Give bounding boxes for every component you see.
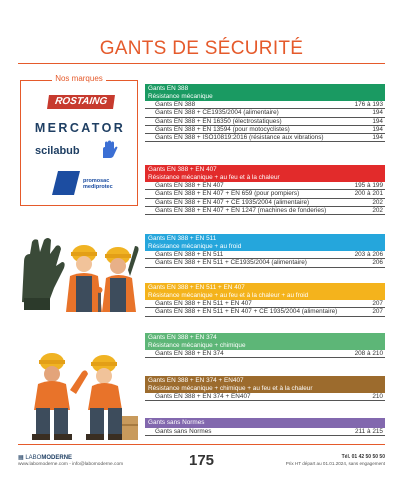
workers-gloves-illustration [18, 232, 140, 312]
footer-logo: ▦ LABOMODERNE [18, 455, 73, 461]
section-header: Gants sans Normes [145, 418, 385, 428]
section-en388-en407 [145, 165, 385, 215]
footer-rule [18, 444, 385, 445]
promosac-logo-mark [52, 171, 80, 195]
table-row: Gants EN 388 + ISO10819:2016 (résistance aux vibrations) 194 [145, 134, 385, 142]
promosac-logo-text: promosac [83, 178, 110, 184]
page-number: 175 [188, 452, 215, 469]
scilabub-logo: scilabub [35, 145, 80, 157]
footer-phone: Tél. 01 42 50 50 50 [341, 454, 385, 460]
section-header: Gants EN 388 + EN 511 Résistance mécanique + au froid [145, 234, 385, 251]
section-header: Gants EN 388 + EN 374 Résistance mécanique + chimique [145, 333, 385, 350]
brands-title: Nos marques [52, 74, 106, 83]
section-en388-en374-en407 [145, 376, 385, 401]
table-row: Gants EN 388 176 à 193 [145, 101, 385, 109]
section-en388-en374 [145, 333, 385, 358]
table-row: Gants EN 388 + EN 407 + CE 1935/2004 (alimentaire) 202 [145, 199, 385, 207]
brands-box [20, 74, 138, 206]
table-row: Gants EN 388 + EN 511 + EN 407 207 [145, 300, 385, 308]
table-row: Gants EN 388 + EN 511 + CE1935/2004 (alimentaire) 206 [145, 259, 385, 267]
table-row: Gants EN 388 + EN 13594 (pour motocyclistes) 194 [145, 126, 385, 134]
section-header: Gants EN 388 + EN 374 + EN407 Résistance mécanique + chimique + au feu et à la chaleur [145, 376, 385, 393]
rostaing-logo: ROSTAING [47, 95, 115, 109]
table-row: Gants EN 388 + EN 407 + EN 659 (pour pompiers) 200 à 201 [145, 190, 385, 198]
section-en388-en511 [145, 234, 385, 268]
footer-website: www.labomoderne.com - info@labomoderne.com [18, 462, 124, 467]
mercator-logo: MERCATOR [34, 121, 126, 135]
table-row: Gants EN 388 + EN 407 + EN 1247 (machines de fonderies) 202 [145, 207, 385, 215]
page-title: GANTS DE SÉCURITÉ [99, 38, 304, 59]
section-en388-en511-en407 [145, 283, 385, 317]
table-row: Gants EN 388 + EN 16350 (électrostatiques) 194 [145, 118, 385, 126]
section-header: Gants EN 388 + EN 511 + EN 407 Résistance mécanique + au feu et à la chaleur + au froid [145, 283, 385, 300]
glove-hand-icon [99, 140, 119, 160]
section-en388 [145, 84, 385, 142]
table-row: Gants EN 388 + EN 407 195 à 199 [145, 182, 385, 190]
table-row: Gants EN 388 + CE1935/2004 (alimentaire) 194 [145, 109, 385, 117]
section-header: Gants EN 388 Résistance mécanique [145, 84, 385, 101]
seated-workers-illustration [18, 350, 140, 442]
table-row: Gants EN 388 + EN 511 + EN 407 + CE 1935/2004 (alimentaire) 207 [145, 308, 385, 316]
table-row: Gants sans Normes 211 à 215 [145, 428, 385, 436]
mediprotec-logo-text: mediprotec [83, 184, 113, 190]
footer-price-note: Prix HT départ au 01.01.2024, sans engagement [285, 461, 385, 466]
title-rule-top [18, 63, 385, 64]
section-sans-normes [145, 418, 385, 436]
table-row: Gants EN 388 + EN 374 208 à 210 [145, 350, 385, 358]
table-row: Gants EN 388 + EN 374 + EN407 210 [145, 393, 385, 401]
table-row: Gants EN 388 + EN 511 203 à 206 [145, 251, 385, 259]
section-header: Gants EN 388 + EN 407 Résistance mécanique + au feu et à la chaleur [145, 165, 385, 182]
